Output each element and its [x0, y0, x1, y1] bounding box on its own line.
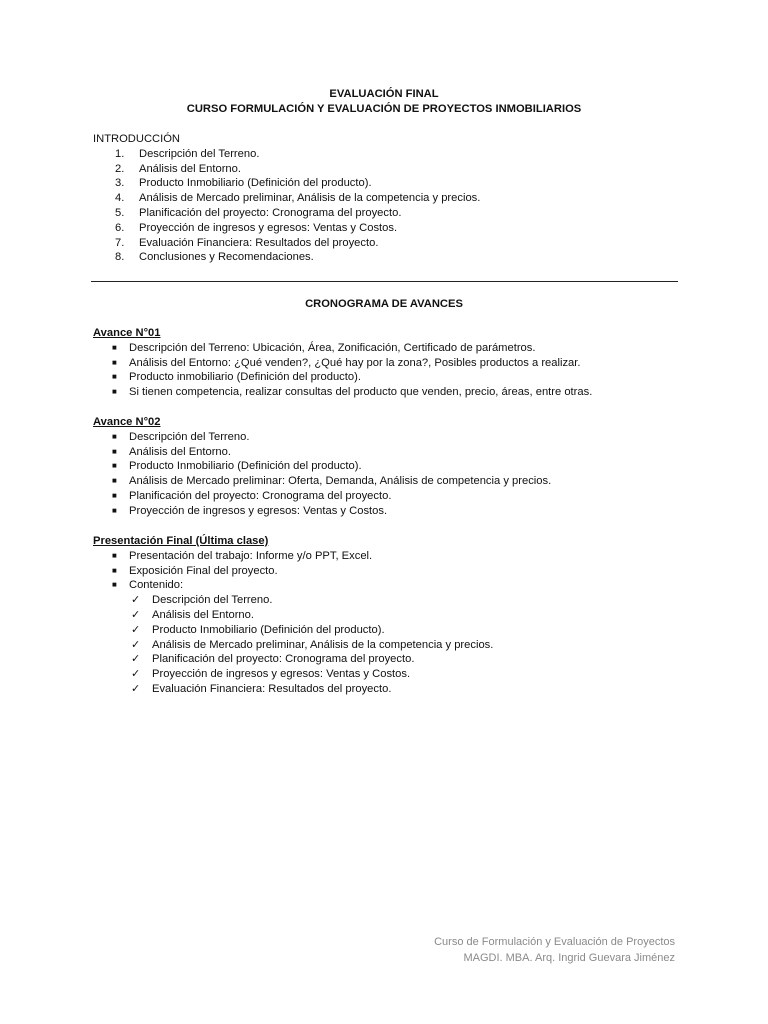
item-text: Conclusiones y Recomendaciones. — [139, 251, 314, 264]
item-number: 4. — [115, 192, 125, 205]
item-text: Descripción del Terreno. — [129, 430, 250, 443]
list-item — [93, 370, 693, 385]
list-item — [93, 489, 693, 504]
item-text: Planificación del proyecto: Cronograma del proyecto. — [139, 206, 402, 219]
list-item — [93, 504, 693, 519]
item-number: 8. — [115, 251, 125, 264]
checkmark-icon: ✓ — [131, 682, 141, 695]
list-item — [93, 147, 693, 162]
square-bullet-icon: ■ — [112, 580, 117, 590]
list-item — [93, 356, 693, 371]
item-text: Presentación del trabajo: Informe y/o PPT, Excel. — [129, 549, 373, 562]
square-bullet-icon: ■ — [112, 565, 117, 575]
item-text: Proyección de ingresos y egresos: Ventas y Costos. — [129, 504, 388, 517]
square-bullet-icon: ■ — [112, 490, 117, 500]
list-item — [93, 206, 693, 221]
section-divider — [91, 281, 678, 282]
list-item — [93, 191, 693, 206]
footer-course-name: Curso de Formulación y Evaluación de Proyectos — [434, 936, 675, 948]
item-text: Evaluación Financiera: Resultados del proyecto. — [139, 236, 379, 249]
item-text: Análisis del Entorno. — [152, 608, 254, 621]
list-item — [93, 578, 693, 593]
item-text: Si tienen competencia, realizar consultas del producto que venden, precio, áreas, entre otras. — [129, 386, 593, 399]
list-item — [93, 459, 693, 474]
item-text: Análisis del Entorno. — [139, 162, 241, 175]
cronograma-title: CRONOGRAMA DE AVANCES — [305, 298, 463, 310]
square-bullet-icon: ■ — [112, 446, 117, 456]
square-bullet-icon: ■ — [112, 476, 117, 486]
item-text: Producto Inmobiliario (Definición del producto). — [152, 623, 385, 636]
presentacion-final-list — [93, 549, 693, 593]
item-number: 1. — [115, 147, 125, 160]
item-number: 3. — [115, 177, 125, 190]
checklist-item — [93, 638, 693, 653]
item-number: 2. — [115, 162, 125, 175]
presentacion-final-heading: Presentación Final (Última clase) — [93, 535, 269, 547]
document-title: EVALUACIÓN FINAL — [329, 88, 439, 100]
checkmark-icon: ✓ — [131, 594, 141, 607]
item-text: Planificación del proyecto: Cronograma del proyecto. — [129, 489, 392, 502]
checklist-item — [93, 682, 693, 697]
avance-01-heading: Avance N°01 — [93, 327, 161, 339]
checkmark-icon: ✓ — [131, 623, 141, 636]
square-bullet-icon: ■ — [112, 505, 117, 515]
square-bullet-icon: ■ — [112, 461, 117, 471]
checklist-item — [93, 652, 693, 667]
square-bullet-icon: ■ — [112, 550, 117, 560]
checkmark-icon: ✓ — [131, 608, 141, 621]
item-text: Planificación del proyecto: Cronograma del proyecto. — [152, 653, 415, 666]
avance-01-section — [93, 326, 693, 400]
footer-author: MAGDI. MBA. Arq. Ingrid Guevara Jiménez — [463, 951, 675, 964]
square-bullet-icon: ■ — [112, 342, 117, 352]
list-item — [93, 445, 693, 460]
item-text: Análisis del Entorno: ¿Qué venden?, ¿Qué hay por la zona?, Posibles productos a realizar. — [129, 356, 581, 369]
list-item — [93, 221, 693, 236]
document-subtitle: CURSO FORMULACIÓN Y EVALUACIÓN DE PROYECTOS INMOBILIARIOS — [186, 103, 582, 115]
list-item — [93, 549, 693, 564]
item-number: 6. — [115, 221, 125, 234]
checklist-item — [93, 623, 693, 638]
avance-02-section — [93, 415, 693, 519]
item-text: Descripción del Terreno. — [139, 147, 260, 160]
checklist-item — [93, 608, 693, 623]
item-number: 5. — [115, 206, 125, 219]
item-text: Descripción del Terreno. — [152, 594, 273, 607]
item-text: Proyección de ingresos y egresos: Ventas y Costos. — [139, 221, 398, 234]
list-item — [93, 385, 693, 400]
item-text: Producto inmobiliario (Definición del producto). — [129, 371, 361, 384]
avance-01-list — [93, 341, 693, 400]
item-text: Descripción del Terreno: Ubicación, Área, Zonificación, Certificado de parámetros. — [129, 341, 536, 354]
list-item — [93, 474, 693, 489]
square-bullet-icon: ■ — [112, 431, 117, 441]
list-item — [93, 176, 693, 191]
avance-02-list — [93, 430, 693, 519]
checklist-item — [93, 667, 693, 682]
checkmark-icon: ✓ — [131, 668, 141, 681]
contenido-checklist — [93, 593, 693, 697]
avance-02-heading: Avance N°02 — [93, 416, 161, 428]
square-bullet-icon: ■ — [112, 387, 117, 397]
item-text: Producto Inmobiliario (Definición del producto). — [129, 460, 362, 473]
introduction-heading: INTRODUCCIÓN — [93, 133, 181, 145]
item-text: Análisis de Mercado preliminar, Análisis de la competencia y precios. — [139, 192, 481, 205]
item-number: 7. — [115, 236, 125, 249]
item-text: Evaluación Financiera: Resultados del proyecto. — [152, 682, 392, 695]
square-bullet-icon: ■ — [112, 357, 117, 367]
presentacion-final-section — [93, 534, 693, 697]
checkmark-icon: ✓ — [131, 638, 141, 651]
item-text: Análisis del Entorno. — [129, 445, 231, 458]
item-text: Análisis de Mercado preliminar, Análisis de la competencia y precios. — [152, 638, 494, 651]
checklist-item — [93, 593, 693, 608]
list-item — [93, 250, 693, 265]
list-item — [93, 564, 693, 579]
item-text: Contenido: — [129, 579, 184, 592]
introduction-section — [93, 132, 693, 265]
introduction-list — [93, 147, 693, 265]
item-text: Proyección de ingresos y egresos: Ventas y Costos. — [152, 668, 411, 681]
item-text: Exposición Final del proyecto. — [129, 564, 278, 577]
square-bullet-icon: ■ — [112, 372, 117, 382]
list-item — [93, 430, 693, 445]
page-footer — [434, 935, 675, 966]
checkmark-icon: ✓ — [131, 653, 141, 666]
list-item — [93, 162, 693, 177]
item-text: Análisis de Mercado preliminar: Oferta, Demanda, Análisis de competencia y precios. — [129, 475, 552, 488]
list-item — [93, 236, 693, 251]
item-text: Producto Inmobiliario (Definición del producto). — [139, 177, 372, 190]
list-item — [93, 341, 693, 356]
